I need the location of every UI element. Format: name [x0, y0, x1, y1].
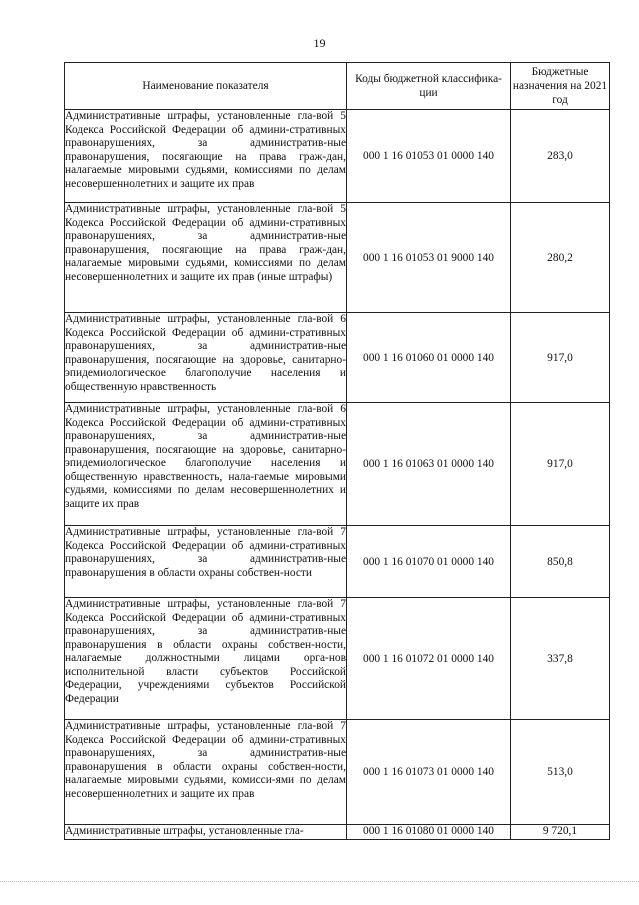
header-code: Коды бюджетной классифика-ции	[347, 63, 511, 110]
row-sum: 850,8	[511, 526, 610, 598]
row-code: 000 1 16 01080 01 0000 140	[347, 825, 511, 840]
page-number: 19	[313, 36, 326, 50]
row-name: Административные штрафы, установленные гла-вой 7 Кодекса Российской Федерации об админи-стративных правонарушениях, за административ-ные правонарушения в области охраны собствен-ности	[65, 526, 347, 598]
row-sum: 280,2	[511, 203, 610, 313]
row-code: 000 1 16 01060 01 0000 140	[347, 313, 511, 403]
table-row	[65, 598, 610, 720]
header-sum: Бюджетные назначения на 2021 год	[511, 63, 610, 110]
row-sum: 9 720,1	[511, 825, 610, 840]
table-row	[65, 203, 610, 313]
row-code: 000 1 16 01053 01 0000 140	[347, 110, 511, 203]
table-row	[65, 110, 610, 203]
row-name: Административные штрафы, установленные гла-вой 5 Кодекса Российской Федерации об админи-стративных правонарушениях, за административ-ные правонарушения, посягающие на права граж-дан, налагаемые мировыми судьями, комиссиями по делам несовершеннолетних и защите их прав (иные штрафы)	[65, 203, 347, 313]
table-row	[65, 403, 610, 526]
row-name: Административные штрафы, установленные гла-вой 7 Кодекса Российской Федерации об админи-стративных правонарушениях, за административ-ные правонарушения в области охраны собствен-ности, налагаемые должностными лицами орга-нов исполнительной власти субъектов Российской Федерации, учреждениями субъектов Российской Федерации	[65, 598, 347, 720]
row-sum: 917,0	[511, 403, 610, 526]
header-name: Наименование показателя	[65, 63, 347, 110]
row-sum: 337,8	[511, 598, 610, 720]
budget-table	[64, 62, 610, 840]
table-row	[65, 825, 610, 840]
row-name: Административные штрафы, установленные гла-вой 6 Кодекса Российской Федерации об админи-стративных правонарушениях, за административ-ные правонарушения, посягающие на здоровье, санитарно-эпидемиологическое благополучие населения и общественную нравственность, нала-гаемые мировыми судьями, комиссиями по делам несовершеннолетних и защите их прав	[65, 403, 347, 526]
row-code: 000 1 16 01073 01 0000 140	[347, 720, 511, 825]
row-name: Административные штрафы, установленные гла-вой 6 Кодекса Российской Федерации об админи-стративных правонарушениях, за административ-ные правонарушения, посягающие на здоровье, санитарно-эпидемиологическое благополучие населения и общественную нравственность	[65, 313, 347, 403]
row-code: 000 1 16 01070 01 0000 140	[347, 526, 511, 598]
table-row	[65, 720, 610, 825]
row-name: Административные штрафы, установленные гла-вой 7 Кодекса Российской Федерации об админи-стративных правонарушениях, за административ-ные правонарушения в области охраны собствен-ности, налагаемые мировыми судьями, комисси-ями по делам несовершеннолетних и защите их прав	[65, 720, 347, 825]
row-name: Административные штрафы, установленные гла-	[65, 825, 347, 840]
row-code: 000 1 16 01053 01 9000 140	[347, 203, 511, 313]
row-sum: 513,0	[511, 720, 610, 825]
table-row	[65, 526, 610, 598]
row-sum: 917,0	[511, 313, 610, 403]
table-row	[65, 313, 610, 403]
row-name: Административные штрафы, установленные гла-вой 5 Кодекса Российской Федерации об админи-стративных правонарушениях, за административ-ные правонарушения, посягающие на права граж-дан, налагаемые мировыми судьями, комиссиями по делам несовершеннолетних и защите их прав	[65, 110, 347, 203]
page-bottom-edge	[0, 881, 639, 882]
row-sum: 283,0	[511, 110, 610, 203]
row-code: 000 1 16 01063 01 0000 140	[347, 403, 511, 526]
row-code: 000 1 16 01072 01 0000 140	[347, 598, 511, 720]
table-header-row	[65, 63, 610, 110]
